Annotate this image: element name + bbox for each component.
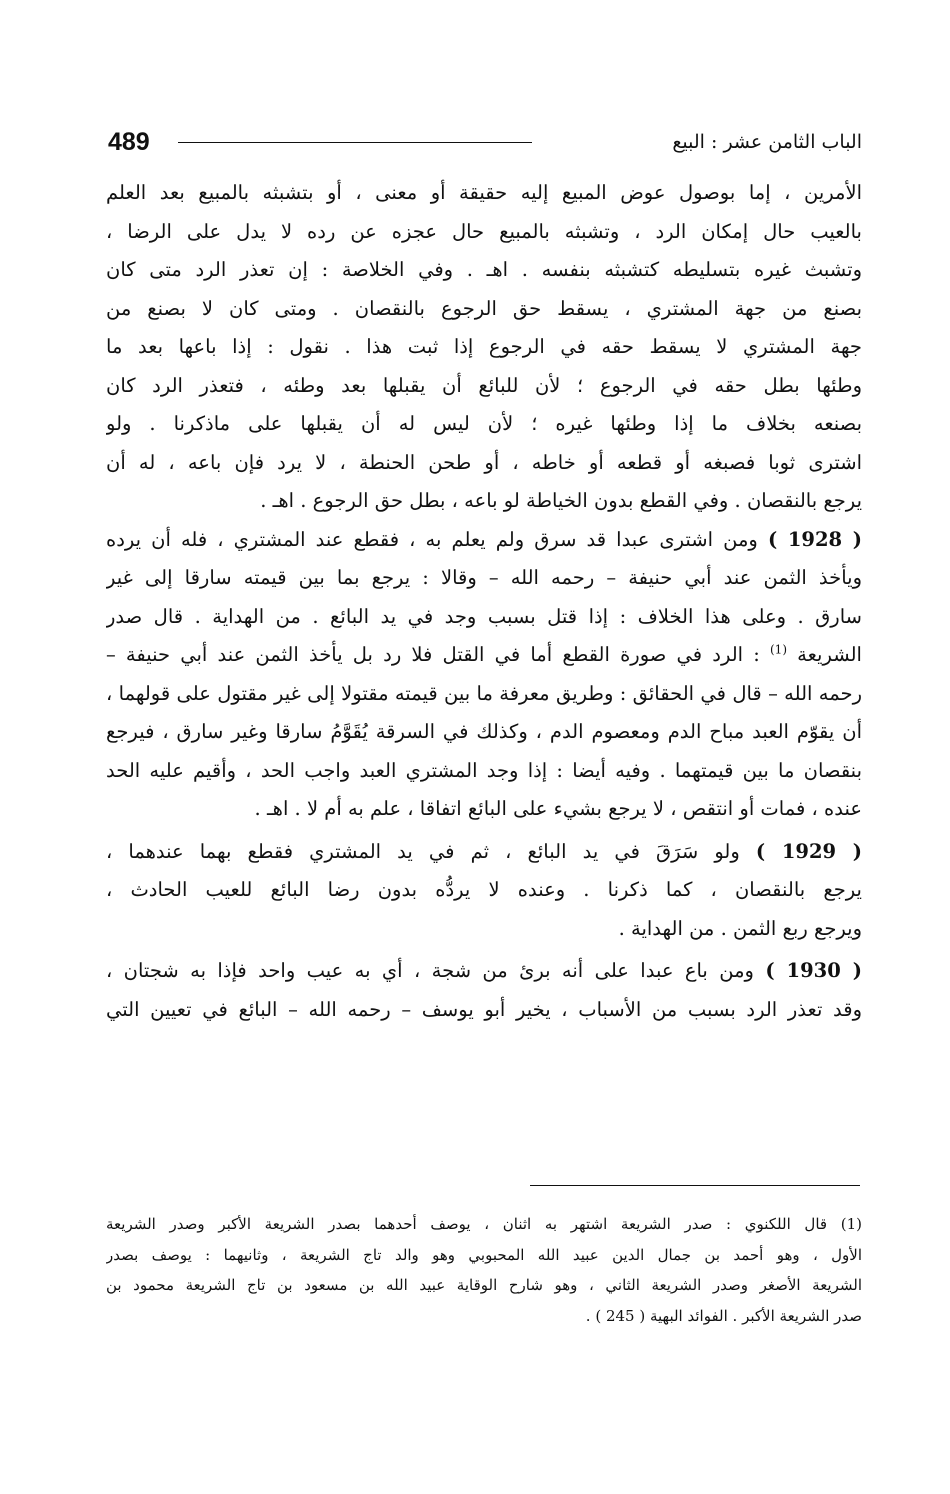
text-line: أن يقوّم العبد مباح الدم ومعصوم الدم ، وكذلك في السرقة يُقَوَّمُ سارقا وغير سارق ، فيرجع (106, 720, 862, 743)
text-line (106, 521, 862, 560)
article-number: ( 1930 ) (765, 959, 862, 982)
text-line (106, 952, 862, 991)
text-line: بالعيب حال إمكان الرد ، وتشبثه بالمبيع حال عجزه عن رده لا يدل على الرضا ، (106, 219, 862, 243)
header-rule (178, 142, 532, 143)
text-line: وقد تعذر الرد بسبب من الأسباب ، يخير أبو يوسف – رحمه الله – البائع في تعيين التي (106, 997, 862, 1021)
text-line: الأمرين ، إما بوصول عوض المبيع إليه حقيقة أو معنى ، أو بتشبثه بالمبيع بعد العلم (106, 181, 862, 204)
text-line: بنقصان ما بين قيمتهما . وفيه أيضا : إذا وجد المشتري العبد واجب الحد ، وأقيم عليه الحد (106, 758, 862, 782)
text-line: جهة المشتري لا يسقط حقه في الرجوع إذا ثبت هذا . نقول : إذا باعها بعد ما (106, 335, 862, 358)
paragraph-1929 (106, 833, 862, 949)
text-run: : الرد في صورة القطع أما في القتل فلا رد بل يأخذ الثمن عند أبي حنيفة – (106, 643, 760, 666)
text-run: ولو سَرَقَ في يد البائع ، ثم في يد المشتري فقطع بهما عندهما ، (106, 839, 740, 863)
text-line: يرجع بالنقصان ، كما ذكرنا . وعنده لا يردُّه بدون رضا البائع للعيب الحادث ، (106, 878, 862, 901)
text-line: بصنعه بخلاف ما إذا وطئها غيره ؛ لأن ليس له أن يقبلها على ماذكرنا . ولو (106, 412, 862, 435)
footnote-line: الأول ، وهو أحمد بن جمال الدين عبيد الله المحبوبي وهو والد تاج الشريعة ، وثانيهما : يوصف بصدر (106, 1245, 862, 1264)
page-header (108, 125, 862, 161)
text-run: ومن اشترى عبدا قد سرق ولم يعلم به ، فقطع عند المشتري ، فله أن يرده (106, 527, 758, 551)
text-line: يرجع بالنقصان . وفي القطع بدون الخياطة لو باعه ، بطل حق الرجوع . اهـ . (260, 489, 862, 512)
article-number: ( 1929 ) (755, 839, 862, 863)
footnote-line: الشريعة الأصغر وصدر الشريعة الثاني ، وهو شارح الوقاية عبيد الله بن مسعود بن تاج الشريعة محمود بن (106, 1276, 862, 1294)
text-line: اشترى ثوبا فصبغه أو قطعه أو خاطه ، أو طحن الحنطة ، لا يرد فإن باعه ، له أن (106, 450, 862, 474)
footnote-separator (530, 1185, 860, 1186)
paragraph (106, 174, 862, 521)
page-number: 489 (108, 128, 150, 156)
paragraph-1930 (106, 952, 862, 1029)
text-line: ويأخذ الثمن عند أبي حنيفة – رحمه الله – وقالا : يرجع بما بين قيمته سارقا إلى غير (106, 566, 862, 589)
paragraph-1928 (106, 521, 862, 829)
text-line (106, 833, 862, 872)
text-line: بصنع من جهة المشتري ، يسقط حق الرجوع بالنقصان . ومتى كان لا بصنع من (106, 296, 862, 320)
article-number: ( 1928 ) (767, 527, 862, 551)
running-title: الباب الثامن عشر : البيع (672, 131, 862, 153)
text-line: وتشبث غيره بتسليطه كتشبثه بنفسه . اهـ . وفي الخلاصة : إن تعذر الرد متى كان (106, 258, 862, 281)
text-line: وطئها بطل حقه في الرجوع ؛ لأن للبائع أن يقبلها بعد وطئه ، فتعذر الرد كان (106, 373, 862, 397)
footnote-line: صدر الشريعة الأكبر . الفوائد البهية ( 245 ) . (585, 1306, 862, 1325)
footnotes (106, 1209, 862, 1331)
text-run: الشريعة (797, 643, 862, 666)
text-line: رحمه الله – قال في الحقائق : وطريق معرفة ما بين قيمته مقتولا إلى غير مقتول على قولهما ، (106, 681, 862, 705)
text-line: عنده ، فمات أو انتقص ، لا يرجع بشيء على البائع اتفاقا ، علم به أم لا . اهـ . (254, 797, 862, 820)
text-line: سارق . وعلى هذا الخلاف : إذا قتل بسبب وجد في يد البائع . من الهداية . قال صدر (106, 604, 862, 628)
footnote-line: (1) قال اللكنوي : صدر الشريعة اشتهر به اثنان ، يوصف أحدهما بصدر الشريعة الأكبر وصدر الشريعة (106, 1215, 862, 1233)
main-text (106, 174, 862, 1029)
text-line (106, 636, 862, 675)
text-line: ويرجع ربع الثمن . من الهداية . (618, 916, 862, 940)
text-run: ومن باع عبدا على أنه برئ من شجة ، أي به عيب واحد فإذا به شجتان ، (106, 959, 754, 982)
footnote-reference[interactable]: (1) (769, 642, 787, 657)
